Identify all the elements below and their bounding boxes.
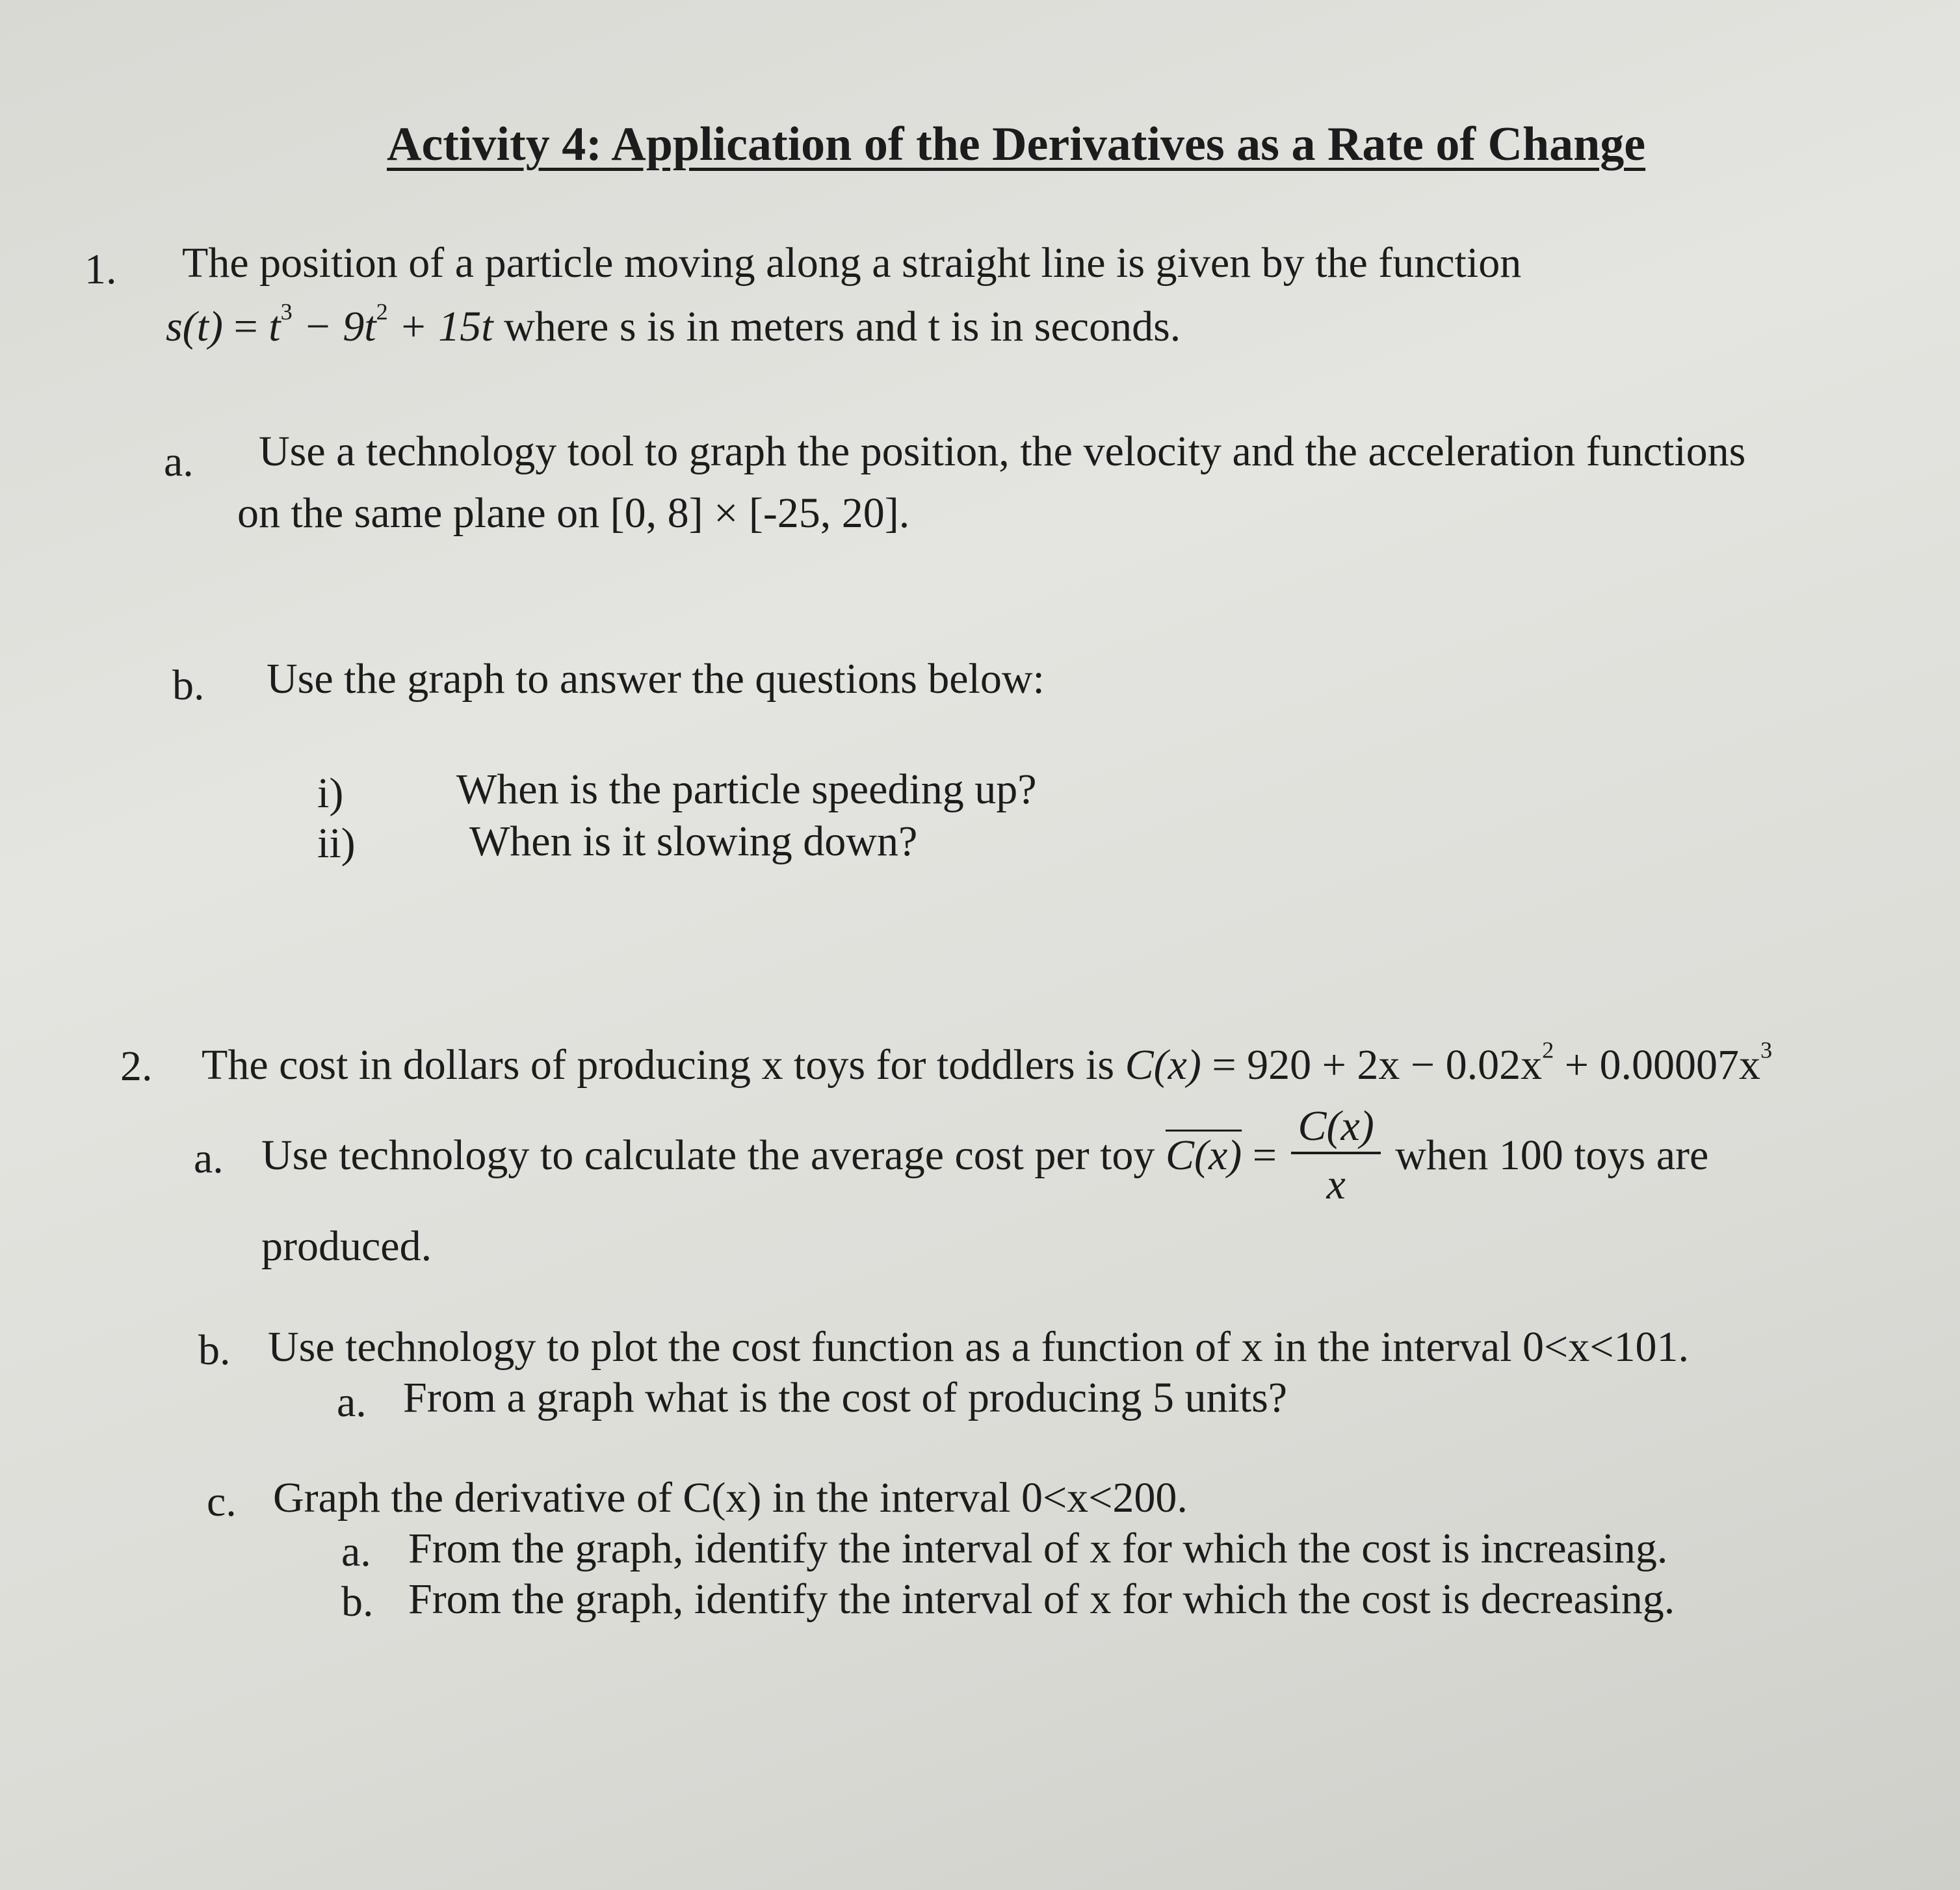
q1a-text-line1: Use a technology tool to graph the position, the velocity and the acceleration functions [259,428,1746,475]
q2c-sub-b-text: From the graph, identify the interval of x for which the cost is decreasing. [408,1575,1675,1623]
q1-text-line1: The position of a particle moving along a straight line is given by the function [182,239,1522,287]
q1b-text: Use the graph to answer the questions below: [267,655,1045,703]
q2a-text: Use technology to calculate the average cost per toy C(x) = $\frac{C(x)}{x}$ when 100 toys are [261,1102,1709,1208]
average-cost-fraction: $\frac{C(x)}{x}$ [1291,1105,1380,1206]
q2a-text-line2: produced. [261,1223,432,1270]
page-title: Activity 4: Application of the Derivatives as a Rate of Change [387,118,1646,171]
q1b-label: b. [172,662,205,709]
q2c-text: Graph the derivative of C(x) in the interval 0<x<200. [273,1474,1188,1521]
q2-number: 2. [120,1042,153,1090]
q1-text-line2: $s(t) = t^3 - 9t^2 + 15t$ where s is in meters and t is in seconds. [166,298,1181,350]
q2c-label: c. [207,1478,237,1525]
q1b-i-label: i) [317,770,344,817]
q2b-text: Use technology to plot the cost function as a function of x in the interval 0<x<101. [268,1323,1689,1371]
q2b-sub-a-text: From a graph what is the cost of producing 5 units? [403,1374,1288,1421]
q1b-i-text: When is the particle speeding up? [456,766,1037,813]
position-formula: $s(t) = t^3 - 9t^2 + 15t$ [166,298,493,350]
q2c-sub-a-text: From the graph, identify the interval of x for which the cost is increasing. [408,1525,1668,1572]
average-cost-symbol: C(x) [1165,1132,1242,1179]
q2-text: The cost in dollars of producing x toys for toddlers is $C(x) = 920 + 2x - 0.02x^2 + 0.00007x^3$ [202,1037,1773,1089]
q2a-label: a. [194,1135,224,1182]
q2c-sub-a-label: a. [341,1528,371,1575]
q1a-text-line2: on the same plane on [0, 8] × [-25, 20]. [237,489,910,537]
q1b-ii-label: ii) [317,820,356,867]
q1b-ii-text: When is it slowing down? [469,818,918,865]
q1a-label: a. [164,438,194,485]
cost-formula: $C(x) = 920 + 2x - 0.02x^2 + 0.00007x^3$ [1125,1037,1773,1089]
q2b-sub-a-label: a. [337,1379,367,1426]
q2b-label: b. [198,1327,231,1374]
q2c-sub-b-label: b. [341,1578,374,1625]
q1-number: 1. [85,246,117,293]
